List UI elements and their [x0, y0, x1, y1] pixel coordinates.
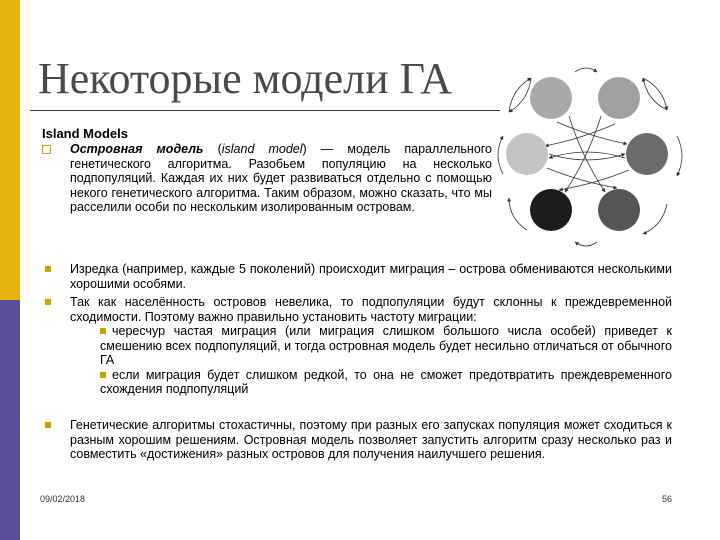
hollow-square-bullet-icon: [42, 145, 51, 154]
intro-paragraph: [42, 142, 492, 215]
sub-bullet-icon: [100, 328, 106, 334]
migration-arrow: [509, 198, 527, 230]
intro-english-term: island model: [221, 142, 303, 156]
island-circle: [626, 133, 668, 175]
migration-arrow: [643, 78, 667, 110]
island-circle: [506, 133, 548, 175]
island-circle: [530, 189, 572, 231]
square-bullet-icon: [45, 422, 51, 428]
list-item: Генетические алгоритмы стохастичны, поэтому при разных его запусках популяция может сходиться к разным хорошим решениям. Островная модель позволяет запустить алгоритм сразу несколько раз и совместить «достижения» разных островов для получения наилучшего решения.: [42, 418, 672, 462]
migration-arrow: [575, 242, 597, 246]
slide-title: Некоторые модели ГА: [38, 54, 453, 103]
sub-bullet-icon: [100, 372, 106, 378]
list-item: Изредка (например, каждые 5 поколений) происходит миграция – острова обмениваются несколькими хорошими особями.: [42, 262, 672, 291]
migration-arrow: [509, 78, 531, 112]
intro-open-paren: (: [203, 142, 222, 156]
sub-list-item: [100, 324, 672, 368]
sub-bullet-text: если миграция будет слишком редкой, то она не сможет предотвратить преждевременного схождения подпопуляций: [100, 367, 672, 396]
islands: [506, 77, 668, 231]
list-item: [42, 295, 672, 397]
intro-term: Островная модель: [70, 142, 204, 156]
bullet-text: Так как населённость островов невелика, то подпопуляции будут склонны к преждевременной сходимости. Поэтому важно правильно установить частоту миграции:: [70, 295, 672, 324]
accent-strip-bottom: [0, 300, 20, 540]
island-model-diagram: [497, 58, 693, 254]
page-number: 56: [661, 494, 672, 504]
island-circle: [598, 77, 640, 119]
sub-list-item: [100, 368, 672, 397]
square-bullet-icon: [45, 266, 51, 272]
accent-strip-top: [0, 0, 20, 300]
island-circle: [530, 77, 572, 119]
footer-date: 09/02/2018: [40, 494, 86, 504]
migration-arrow: [545, 124, 615, 146]
subtitle: Island Models: [42, 126, 128, 141]
sub-bullet-text: чересчур частая миграция (или миграция слишком большого числа особей) приведет к смешению всех подпопуляций, и тогда островная модель будет несильно отличаться от обычного ГА: [100, 324, 672, 367]
migration-arrow: [643, 204, 667, 234]
square-bullet-icon: [45, 299, 51, 305]
migration-arrow: [498, 136, 503, 174]
migration-arrow: [677, 136, 682, 176]
migration-arrow: [509, 78, 531, 112]
island-circle: [598, 189, 640, 231]
migration-arrow: [575, 68, 597, 72]
migration-arrow: [643, 78, 667, 110]
migration-arrow: [559, 170, 629, 190]
title-underline: [30, 110, 500, 111]
intro-definition: ) — модель параллельного генетического алгоритма. Разобьем популяцию на несколько подпопуляций. Каждая их них будет развиваться отдельно с помощью некого генетического алгоритма. Таким образом, можно сказать, что мы расселили особи по нескольким изолированным островам.: [70, 142, 493, 214]
